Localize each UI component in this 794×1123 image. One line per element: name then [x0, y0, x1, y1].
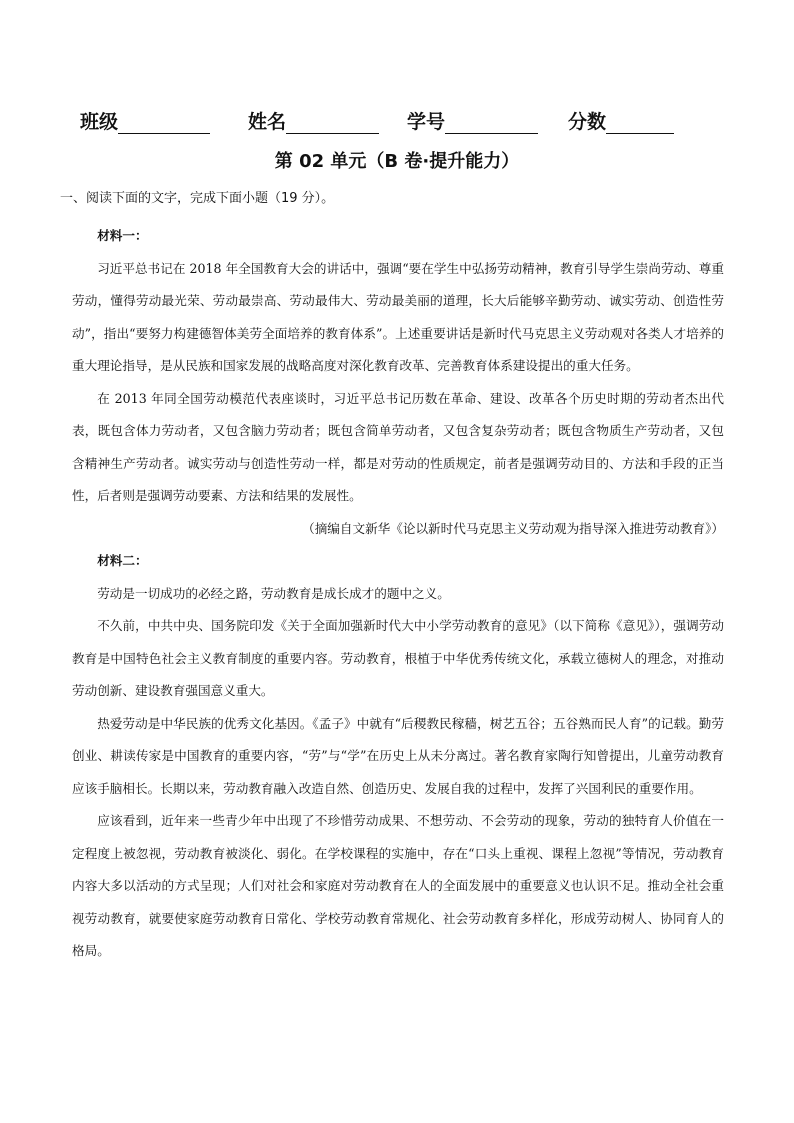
student-info-row: [80, 104, 720, 134]
score-blank[interactable]: [606, 111, 674, 134]
material-1-paragraph: 习近平总书记在 2018 年全国教育大会的讲话中，强调“要在学生中弘扬劳动精神，教育引导学生崇尚劳动、尊重劳动，懂得劳动最光荣、劳动最崇高、劳动最伟大、劳动最美丽的道理，长大后能够辛勤劳动、诚实劳动、创造性劳动”，指出“要努力构建德智体美劳全面培养的教育体系”。上述重要讲话是新时代马克思主义劳动观对各类人才培养的重大理论指导，是从民族和国家发展的战略高度对深化教育改革、完善教育体系建设提出的重大任务。: [72, 260, 724, 373]
material-2-label: 材料二：: [97, 553, 148, 568]
name-blank[interactable]: [286, 111, 379, 134]
material-1-paragraph: 在 2013 年同全国劳动模范代表座谈时，习近平总书记历数在革命、建设、改革各个历史时期的劳动者杰出代表，既包含体力劳动者，又包含脑力劳动者；既包含简单劳动者，又包含复杂劳动者；既包含物质生产劳动者，又包含精神生产劳动者。诚实劳动与创造性劳动一样，都是对劳动的性质规定，前者是强调劳动目的、方法和手段的正当性，后者则是强调劳动要素、方法和结果的发展性。: [72, 390, 724, 503]
material-2-paragraph: 热爱劳动是中华民族的优秀文化基因。《孟子》中就有“后稷教民稼穑，树艺五谷；五谷熟而民人育”的记载。勤劳创业、耕读传家是中国教育的重要内容，“劳”与“学”在历史上从未分离过。著名教育家陶行知曾提出，儿童劳动教育应该手脑相长。长期以来，劳动教育融入改造自然、创造历史、发展自我的过程中，发挥了兴国利民的重要作用。: [72, 715, 724, 796]
unit-title: 第 02 单元（B 卷·提升能力）: [274, 151, 520, 172]
name-label: 姓名: [248, 111, 287, 133]
score-label: 分数: [568, 111, 607, 133]
student-id-label: 学号: [407, 111, 446, 133]
material-2-paragraph: 应该看到，近年来一些青少年中出现了不珍惜劳动成果、不想劳动、不会劳动的现象，劳动的独特育人价值在一定程度上被忽视，劳动教育被淡化、弱化。在学校课程的实施中，存在“口头上重视、课程上忽视”等情况，劳动教育内容大多以活动的方式呈现；人们对社会和家庭对劳动教育在人的全面发展中的重要意义也认识不足。推动全社会重视劳动教育，就要使家庭劳动教育日常化、学校劳动教育常规化、社会劳动教育多样化，形成劳动树人、协同育人的格局。: [72, 813, 724, 958]
class-blank[interactable]: [118, 111, 210, 134]
score-field: [568, 107, 674, 134]
question-intro: 一、阅读下面的文字，完成下面小题（19 分）。: [60, 191, 335, 206]
student-id-blank[interactable]: [445, 111, 538, 134]
material-1-source: （摘编自文新华《论以新时代马克思主义劳动观为指导深入推进劳动教育》）: [302, 520, 724, 536]
name-field: [248, 107, 379, 134]
material-1-label: 材料一：: [97, 228, 148, 243]
student-id-field: [407, 107, 538, 134]
material-2-paragraph: 不久前，中共中央、国务院印发《关于全面加强新时代大中小学劳动教育的意见》（以下简称《意见》），强调劳动教育是中国特色社会主义教育制度的重要内容。劳动教育，根植于中华优秀传统文化，承载立德树人的理念，对推动劳动创新、建设教育强国意义重大。: [72, 618, 724, 698]
class-label: 班级: [80, 111, 119, 133]
reading-passage: [72, 220, 724, 968]
class-field: [80, 107, 210, 134]
material-2-paragraph: 劳动是一切成功的必经之路，劳动教育是成长成才的题中之义。: [97, 585, 450, 601]
